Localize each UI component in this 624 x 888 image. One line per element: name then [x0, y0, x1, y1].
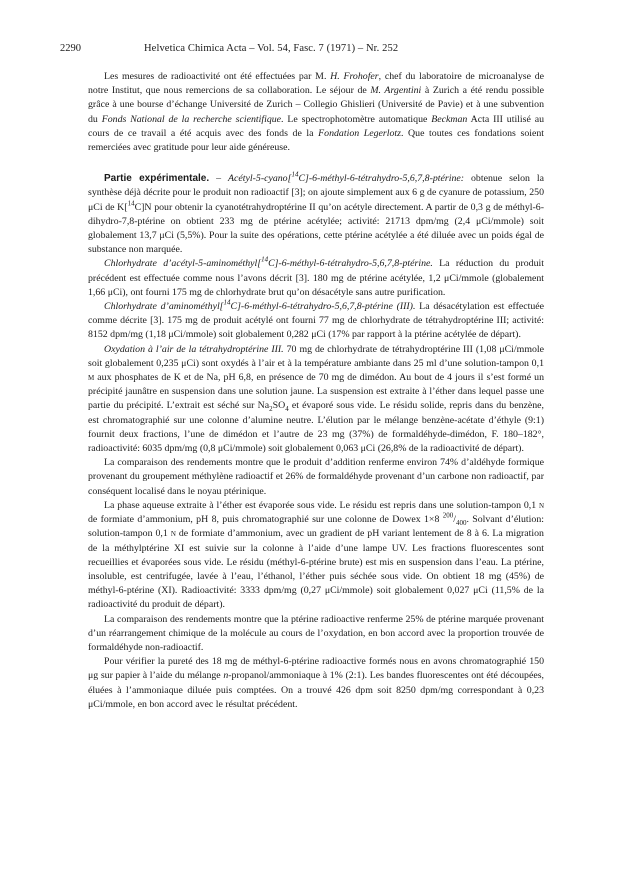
- chlorhydrate-acetyl-paragraph: Chlorhydrate d’acétyl-5-aminométhyl[$^{14}$C]-6-méthyl-6-tétrahydro-5,6,7,8-ptérine. La réduction du produit précédent est effectuée comme nous l’avons décrit [3]. 180 mg de ptérine acétylée, 1,2 μCi/mmole (globalement 1,66 μCi), ont fourni 175 mg de chlorhydrate brut qu’on désacétyle sans autre purification.: [88, 256, 544, 298]
- comparaison-paragraph-2: La comparaison des rendements montre que la ptérine radioactive renferme 25% de ptérine marquée provenant d’un réarrangement chimique de la molécule au cours de l’oxydation, en bon accord avec la proportion trouvée de formaldéhyde non-radioactif.: [88, 613, 544, 653]
- purity-check-paragraph: Pour vérifier la pureté des 18 mg de méthyl-6-ptérine radioactive formés nous en avons chromatographié 150 μg sur papier à l’aide du mélange n-propanol/ammoniaque à 1% (2:1). Les bandes fluorescentes ont été découpées, éluées à l’ammoniaque diluée puis comptées. On a trouvé 426 dpm soit 8250 dpm/mg correspondant à 0,23 μCi/mmole, en bon accord avec le résultat précédent.: [88, 656, 544, 710]
- oxydation-paragraph: Oxydation à l’air de la tétrahydroptérine III. 70 mg de chlorhydrate de tétrahydroptérine III (1,08 μCi/mmole soit globalement 0,235 μCi) sont oxydés à l’air et à la température ambiante dans 25 ml d’une solution-tampon 0,1 m aux phosphates de K et de Na, pH 6,8, en présence de 70 mg de dimédon. Au bout de 4 jours il s’est formé un précipité jaunâtre en suspension dans une solution jaune. La suspension est extraite à l’éther dans lequel passe une partie du précipité. L’extrait est séché sur $Na_2SO_4$ et évaporé sous vide. Le résidu solide, repris dans du benzène, est chromatographié sur une colonne d’alumine neutre. L’élution par le mélange benzène-acétate d’éthyle (9:1) fournit deux fractions, l’une de dimédon et l’autre de 23 mg (37%) de formaldéhyde-dimédon, F. 180–182°, radioactivité: 6035 dpm/mg (0,8 μCi/mmole) soit globalement 0,063 μCi (26,8% de la radioactivité de départ).: [88, 343, 545, 455]
- phase-aqueuse-paragraph: La phase aqueuse extraite à l’éther est évaporée sous vide. Le résidu est repris dans une solution-tampon 0,1 n de formiate d’ammonium, pH 8, puis chromatographié sur une colonne de Dowex 1×8 $^{200}/_{400}$. Solvant d’élution: solution-tampon 0,1 n de formiate d’ammonium, avec un gradient de pH variant lentement de 8 à 6. La migration de la méthylptérine XI est suivie sur la colonne à l’aide d’une lampe UV. Les fractions fluorescentes sont recueillies et évaporées sous vide. Le résidu (méthyl-6-ptérine brute) est mis en suspension dans l’eau. La ptérine, insoluble, est centrifugée, lavée à l’eau, l’éthanol, l’éther puis séchée sous vide. On obtient 18 mg (45%) de méthyl-6-ptérine (XI). Radioactivité: 3333 dpm/mg (0,27 μCi/mmole) soit globalement 0,027 μCi (11,5% de la radioactivité du produit de départ).: [88, 499, 544, 611]
- chlorhydrate-amino-paragraph: Chlorhydrate d’aminométhyl[$^{14}$C]-6-méthyl-6-tétrahydro-5,6,7,8-ptérine (III). La désacétylation est effectuée comme décrite [3]. 175 mg de produit acétylé ont fourni 77 mg de chlorhydrate de tétrahydroptérine III; activité: 8152 dpm/mg (1,18 μCi/mmole) soit globalement 0,282 μCi (17% par rapport à la ptérine acétylée de départ).: [88, 298, 544, 341]
- experimental-section-paragraph: Partie expérimentale. – Acétyl-5-cyano[$^{14}$C]-6-méthyl-6-tétrahydro-5,6,7,8-ptérine: obtenue selon la synthèse déjà décrite pour le produit non radioactif [3]; on ajoute simplement aux 6 g de cyanure de potassium, 250 μCi de K[$^{14}$C]N pour obtenir la cyanotétrahydroptérine II qu’on acétyle directement. A partir de 0,3 g de méthyl-6-dihydro-7,8-ptérine on obtient 233 mg de ptérine acétylée; activité: 21713 dpm/mg (2,4 μCi/mmole) soit globalement 13,7 μCi (5,5%). Pour la suite des opérations, cette ptérine acétylée a été diluée avec un poids égal de substance non marquée.: [88, 170, 545, 256]
- acknowledgement-paragraph: Les mesures de radioactivité ont été effectuées par M. H. Frohofer, chef du laboratoire de microanalyse de notre Institut, que nous remercions de sa collaboration. Le séjour de M. Argentini à Zurich a été rendu possible grâce à une bourse d’échange Université de Zurich – Collegio Ghislieri (Université de Pavie) et à une subvention du Fonds National de la recherche scientifique. Le spectrophotomètre automatique Beckman Acta III utilisé au cours de ce travail a été acquis avec des fonds de la Fondation Legerlotz. Que toutes ces fondations soient remerciées avec gratitude pour leur aide généreuse.: [88, 71, 545, 154]
- page-header: [60, 42, 564, 56]
- running-head: Helvetica Chimica Acta – Vol. 54, Fasc. 7 (1971) – Nr. 252: [144, 43, 399, 54]
- comparaison-paragraph-1: La comparaison des rendements montre que le produit d’addition renferme environ 74% d’aldéhyde formique provenant du groupement méthylène radioactif et 26% de formaldéhyde provenant d’un carbone non radioactif, par conséquent localisé dans le noyau ptérinique.: [88, 457, 544, 497]
- page-number: 2290: [60, 43, 81, 54]
- article-body: [88, 70, 544, 712]
